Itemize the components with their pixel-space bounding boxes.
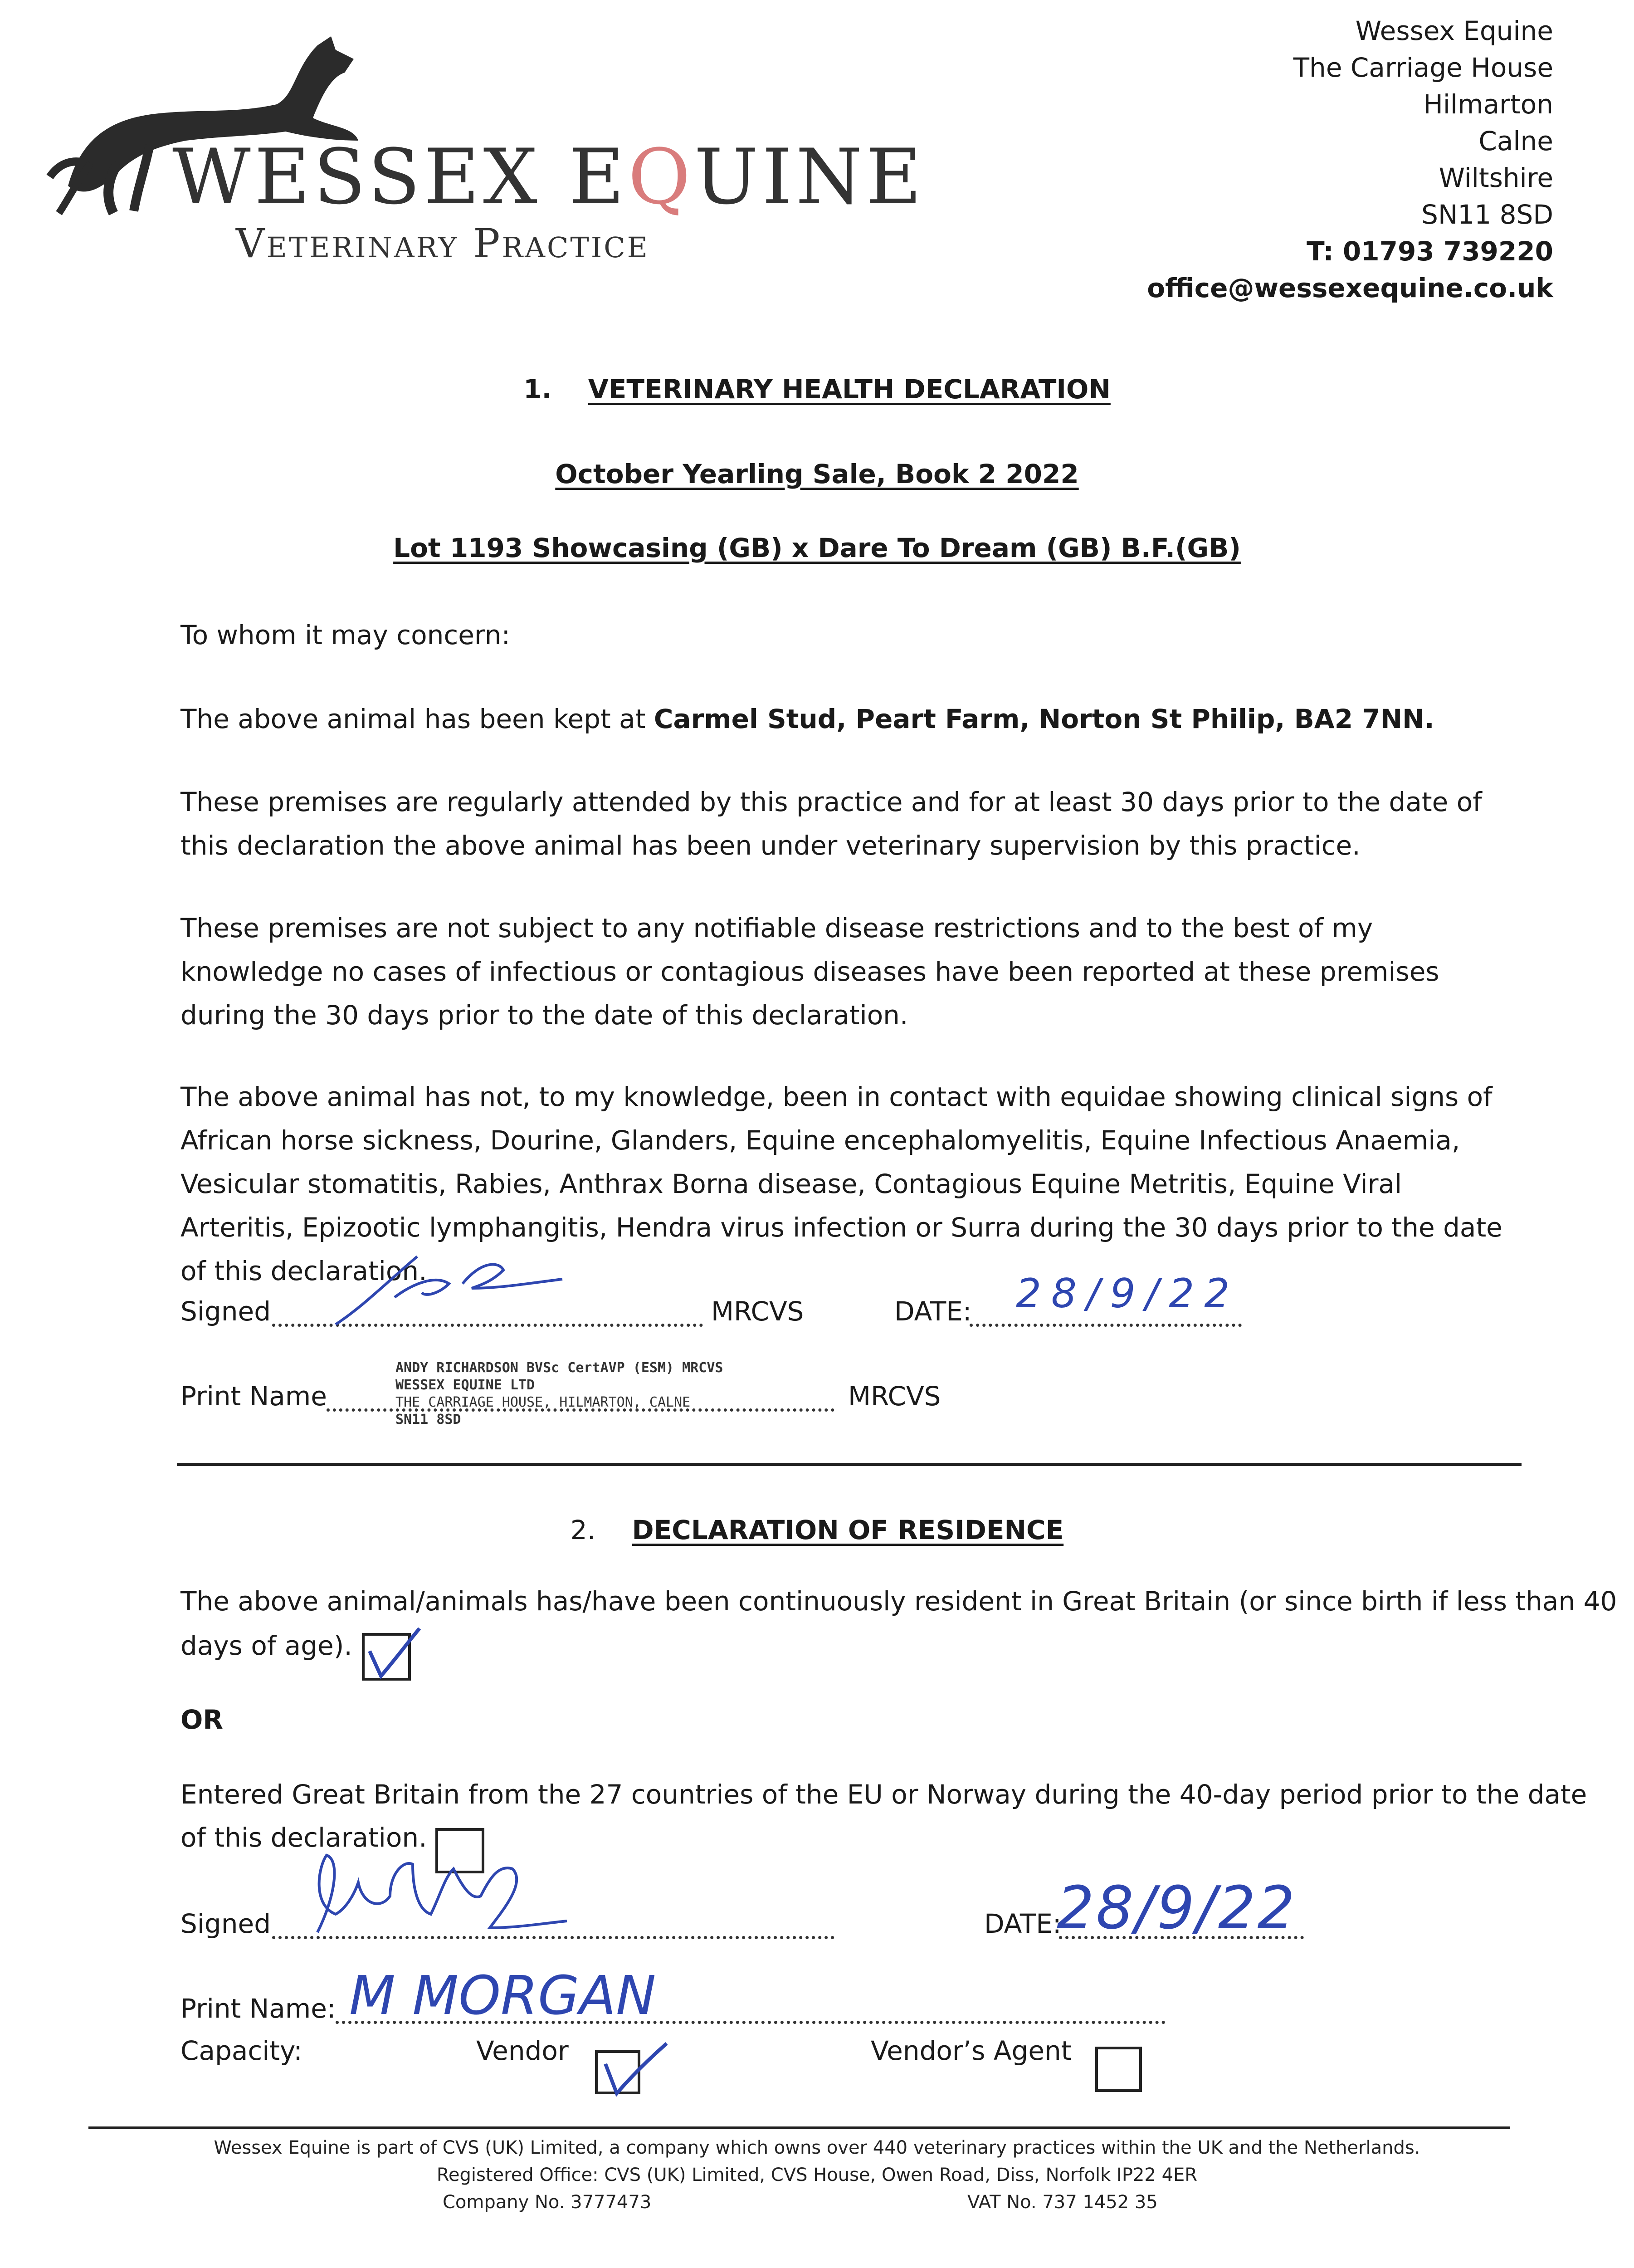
or-label: OR — [180, 1704, 223, 1735]
footer-company-no: Company No. 3777473 — [443, 2192, 652, 2213]
logo-name — [172, 132, 926, 221]
vendor-check-mark-icon — [599, 2037, 671, 2100]
address-line: Wiltshire — [1439, 162, 1553, 193]
address-line: Calne — [1478, 126, 1553, 156]
owner-signed-label: Signed — [180, 1908, 271, 1939]
sale-title: October Yearling Sale, Book 2 2022 — [555, 459, 1079, 489]
kept-location: Carmel Stud, Peart Farm, Norton St Philip, BA2 7NN. — [654, 704, 1434, 734]
print-name-label: Print Name — [180, 1381, 327, 1412]
date-label: DATE: — [894, 1296, 972, 1327]
logo-subtitle: Veterinary Practice — [236, 220, 649, 267]
residence-option2-text: Entered Great Britain from the 27 countries of the EU or Norway during the 40-day period prior to the date — [180, 1779, 1587, 1810]
vendors-agent-checkbox[interactable] — [1095, 2047, 1142, 2092]
vendors-agent-label: Vendor’s Agent — [871, 2035, 1072, 2066]
owner-signature — [299, 1842, 571, 1950]
residence-option2-text-2: of this declaration. — [180, 1822, 427, 1853]
mrcvs-label: MRCVS — [711, 1296, 804, 1327]
vet-signature — [327, 1243, 590, 1334]
section1-heading — [0, 367, 1634, 411]
address-line: Hilmarton — [1423, 89, 1553, 120]
signed-label: Signed — [180, 1296, 271, 1327]
footer-vat-no: VAT No. 737 1452 35 — [967, 2192, 1158, 2213]
vet-stamp — [395, 1359, 740, 1428]
paragraph-contact: The above animal has not, to my knowledge, been in contact with equidae showing clinical signs of African horse sickness, Dourine, Glanders, Equine encephalomyelitis, Equine Infectious Anaemia, Vesicular stomatitis, Rabies, Anthrax Borna disease, Contagious Equine Metritis, Equine Viral Arteritis, Epizootic lymphangitis, Hendra virus infection or Surra during the 30 days prior to the date of this declaration. — [180, 1081, 1502, 1286]
salutation: To whom it may concern: — [180, 620, 511, 650]
print-name-mrcvs: MRCVS — [848, 1381, 941, 1412]
owner-date-label: DATE: — [984, 1908, 1062, 1939]
kept-prefix: The above animal has been kept at — [180, 704, 654, 734]
residence-option1-text-2: days of age). — [180, 1630, 352, 1661]
section1-number: 1. — [523, 374, 552, 405]
residence-option1-text: The above animal/animals has/have been continuously resident in Great Britain (or since birth if less than 40 — [180, 1586, 1617, 1617]
address-line: SN11 8SD — [1421, 199, 1553, 230]
footer-line2: Registered Office: CVS (UK) Limited, CVS House, Owen Road, Diss, Norfolk IP22 4ER — [436, 2165, 1198, 2185]
lot-title: Lot 1193 Showcasing (GB) x Dare To Dream (GB) B.F.(GB) — [393, 533, 1241, 563]
section2-title: DECLARATION OF RESIDENCE — [632, 1515, 1064, 1545]
section2-heading — [0, 1508, 1634, 1552]
footer-divider — [88, 2126, 1510, 2129]
section2-number: 2. — [570, 1515, 596, 1545]
logo-name-part1: WESSEX E — [172, 132, 628, 221]
logo-name-q: Q — [628, 132, 694, 221]
address-phone: T: 01793 739220 — [1307, 236, 1553, 267]
stamp-line: WESSEX EQUINE LTD — [395, 1377, 535, 1393]
address-line: Wessex Equine — [1355, 15, 1553, 46]
owner-date-value: 28/9/22 — [1057, 1873, 1297, 1942]
capacity-label: Capacity: — [180, 2035, 302, 2066]
paragraph-supervision: These premises are regularly attended by this practice and for at least 30 days prior to the date of this declaration the above animal has been under veterinary supervision by this practice. — [180, 787, 1482, 861]
logo-name-part2: UINE — [694, 132, 926, 221]
stamp-line: ANDY RICHARDSON BVSc CertAVP (ESM) MRCVS — [395, 1360, 723, 1376]
footer-line1: Wessex Equine is part of CVS (UK) Limited, a company which owns over 440 veterinary practices within the UK and the Netherlands. — [214, 2137, 1420, 2158]
date-value: 28/9/22 — [1016, 1270, 1240, 1317]
owner-print-name-label: Print Name: — [180, 1993, 336, 2024]
stamp-line: SN11 8SD — [395, 1412, 461, 1427]
section-divider — [177, 1463, 1522, 1466]
section1-title: VETERINARY HEALTH DECLARATION — [588, 374, 1111, 405]
date-line — [970, 1324, 1242, 1327]
address-email: office@wessexequine.co.uk — [1147, 273, 1553, 303]
check-mark-icon — [363, 1619, 426, 1683]
address-line: The Carriage House — [1293, 52, 1553, 83]
vendor-label: Vendor — [476, 2035, 569, 2066]
owner-print-name-value: M MORGAN — [349, 1964, 656, 2027]
paragraph-restrictions: These premises are not subject to any notifiable disease restrictions and to the best of my knowledge no cases of infectious or contagious diseases have been reported at these premises during the 30 days prior to the date of this declaration. — [180, 913, 1439, 1031]
logo — [41, 27, 926, 281]
stamp-line: THE CARRIAGE HOUSE, HILMARTON, CALNE — [395, 1394, 691, 1410]
kept-statement — [180, 697, 1496, 741]
address-block — [918, 13, 1553, 307]
